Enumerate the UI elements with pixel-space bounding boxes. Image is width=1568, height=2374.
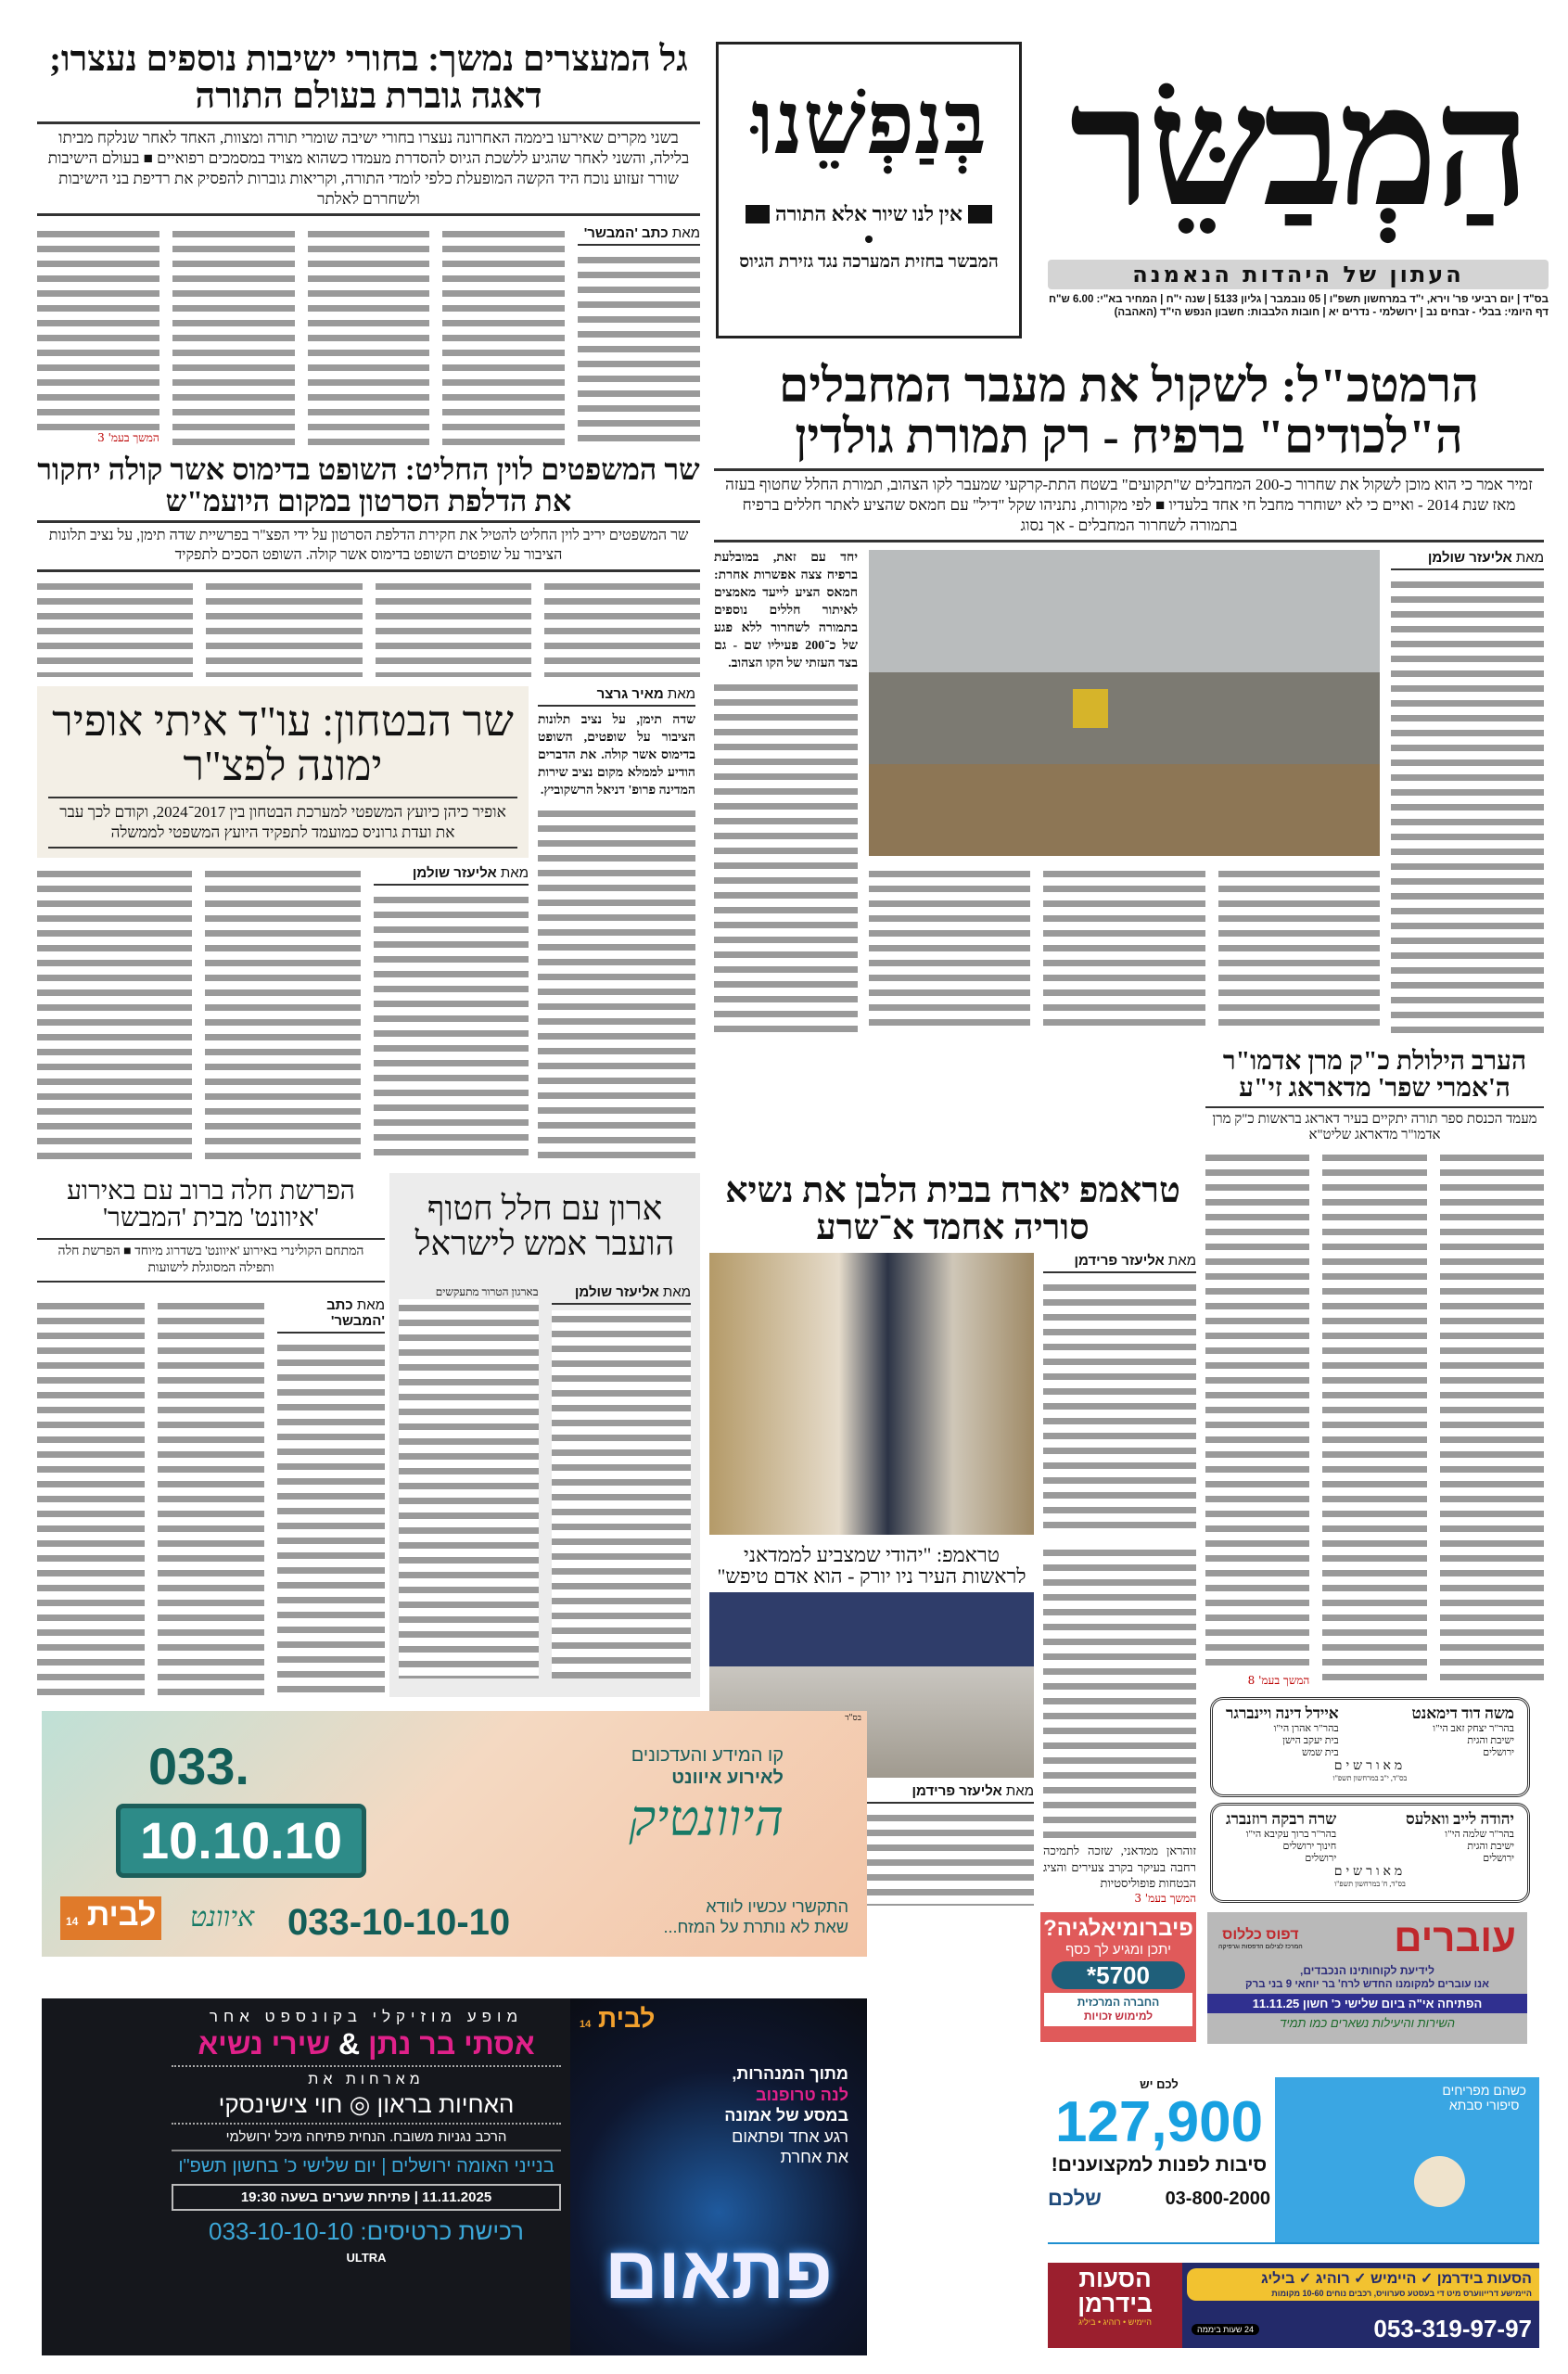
text [1205, 1149, 1309, 1688]
ad-stars [172, 2026, 561, 2061]
text: 24 שעות ביממה [1192, 2324, 1259, 2335]
text: יתכן ומגיע לך כסף [1065, 1942, 1171, 1958]
article-body-text [172, 225, 295, 445]
text [172, 2008, 561, 2266]
text: לנה טרופנוב [756, 2085, 848, 2104]
article-body-text [37, 1297, 145, 1697]
article-body-text [1391, 576, 1544, 1034]
text: 053-319-97-97 [1373, 2315, 1532, 2342]
article-main [714, 362, 1544, 1034]
slogan-text: אין לנו שיור אלא התורה [774, 202, 963, 225]
justice-column [538, 686, 695, 1159]
text [172, 2150, 561, 2151]
text: למימוש זכויות [1083, 2010, 1154, 2023]
headline[interactable]: שר הבטחון: עו"ד איתי אופיר ימונה לפצ"ר [52, 697, 514, 790]
text [1048, 2077, 1270, 2242]
article-snippet: זוהראן ממדאני, שזכה לתמיכה רחבה בעיקר בקרב צעירים והציג הבטחות פופוליסטיות [1043, 1844, 1196, 1891]
banner-box [716, 42, 1022, 338]
text: שלכם [1048, 2187, 1102, 2210]
text: חינוך ירושלים [1282, 1841, 1337, 1852]
text: הסעות בידרמן [1077, 2265, 1153, 2318]
text [1048, 2187, 1270, 2211]
slogan-bar-icon [746, 205, 770, 223]
text [1226, 1704, 1514, 1759]
text [1187, 2268, 1539, 2301]
text: בהר"ר יצחק זאב הי"ו [1433, 1723, 1514, 1734]
ad-phone: 033-10-10-10 [287, 1902, 511, 1943]
ad-line: מופע מוזיקלי בקונספט אחר [209, 2008, 524, 2025]
text [1226, 1810, 1336, 1865]
headline[interactable]: גל המעצרים נמשך: בחורי ישיבות נוספים נעצרו; דאגה גוברת בעולם התורה [49, 40, 688, 116]
text: היימיש • רוהיג • ביליג [1078, 2317, 1152, 2327]
ad-fibromyalgia[interactable] [1040, 1912, 1196, 2042]
text: בס"ד, ח' במרחשון תשפ"ו [1334, 1880, 1406, 1888]
text: ירושלים [1483, 1853, 1514, 1864]
subhead: מעמד הכנסת ספר תורה יתקיים בעיר דאראג בראשות כ"ק מרן אדמו"ר מדאראג שליט"א [1212, 1111, 1537, 1142]
headline[interactable]: ארון עם חלל חטוף הועבר אמש לישראל [414, 1190, 675, 1262]
article-body-text [1043, 865, 1205, 1034]
text: ירושלים [1305, 1853, 1337, 1864]
article-arrests [37, 42, 700, 445]
text: שרה רבקה רוזנברג [1226, 1810, 1337, 1828]
article-body-text [552, 1310, 692, 1678]
text: אליעזר שולמן [1427, 550, 1512, 567]
text: אליעזר פרידמן [911, 1783, 1002, 1800]
text: מאיר גרצר [596, 686, 664, 702]
banner-title: בְּנַפְשֵׁנוּ [751, 73, 987, 172]
text: ישיבת והגית [1467, 1735, 1514, 1746]
article-body-text [399, 1299, 539, 1678]
text [714, 550, 858, 1034]
text: בהר"ר ברוך עקיבא הי"ו [1245, 1829, 1337, 1840]
headline[interactable]: הערב הילולת כ"ק מרן אדמו"ר ה'אמרי שפר' מדאראג זי"ע [1222, 1047, 1527, 1104]
text [869, 550, 1380, 1034]
article-body-text [205, 865, 360, 1159]
text [629, 1744, 784, 1848]
text: לבית [598, 2004, 656, 2033]
clock-display: 10.10.10 [116, 1804, 366, 1878]
text: השירות והיעילות נשארים כמו תמיד [1280, 2016, 1455, 2030]
headline[interactable]: טראמפ: "יהודי שמצביע לממדאני לראשות העיר ניו יורק - הוא אדם טיפש" [717, 1543, 1026, 1589]
text [37, 225, 700, 445]
article-body-text [308, 225, 430, 445]
continued-link[interactable]: המשך בעמ' 3 [1134, 1892, 1196, 1905]
byline [578, 225, 700, 246]
text: מתוך המנהרות, [732, 2064, 848, 2083]
text [374, 865, 529, 886]
subhead: זמיר אמר כי הוא מוכן לשקול את שחרור כ-200 המחבלים ש"תקועים" בשטח התת-קרקעי שמעבר לקו הצהוב, תמורת החלל שחטוף בעזה מאז שנת 2014 - ואיים כי לא ישוחרר מחבל חי אחד בלעדיו ■ לפי מקורות, נתניהו שקל "דיל" עם חמאס שהציע לאתר חללים ברפיח בתמורה לשחרור המחבלים - אך נסוג [714, 468, 1544, 542]
text: דפוס כללוס [1222, 1926, 1299, 1943]
article-body-text [277, 1339, 385, 1697]
text: מאת [1515, 550, 1544, 567]
article-body-text [1043, 1279, 1196, 1535]
text: משה דוד דימאנט [1411, 1704, 1514, 1722]
text [714, 550, 1544, 1034]
text [1391, 550, 1544, 1034]
text: כתב 'המבשר' [583, 225, 669, 242]
article-challah [37, 1178, 385, 1697]
show-title: פתאום [605, 2231, 833, 2314]
ad-line: התקשרי עכשיו לוודא [706, 1897, 848, 1916]
ad-line: מארחות את [308, 2072, 425, 2087]
article-body-text [1043, 1544, 1196, 1839]
text: מאורשים [1333, 1759, 1407, 1773]
text [1218, 1927, 1303, 1950]
article-trump [709, 1173, 1196, 1535]
article-body-text [158, 1297, 265, 1697]
text [1442, 2083, 1526, 2112]
text: מאת [662, 1283, 691, 1300]
text [578, 225, 700, 445]
text: אליעזר פרידמן [1074, 1252, 1165, 1269]
text: היימישע דרייווערס מיט די בעסטע סערוויס, רכבים נוחים 10-60 מקומות [1271, 2289, 1532, 2298]
article-defense [37, 686, 529, 1159]
article-body-text [1322, 1149, 1426, 1688]
text [664, 1896, 848, 1937]
article-body-text [376, 578, 531, 677]
text [1044, 1993, 1192, 2026]
subhead: המתחם הקולינרי באירוע 'איוונט' בשדרוג מיוחד ■ הפרשת חלה ותפילה המסוגלת לישועות [37, 1238, 385, 1283]
text: מאת [671, 225, 700, 242]
dateline: בס"ד | יום רביעי פר' וירא, י"ד במרחשון תשפ"ו | 05 נובמבר | גליון 5133 | שנה י"ח | המחיר בא"י: 6.00 ש"ח [1048, 294, 1549, 305]
text: יום שלישי כ' בחשון תשפ"ו [178, 2156, 376, 2176]
text: ירושלים [1483, 1747, 1514, 1758]
text [1043, 1253, 1196, 1273]
text [1043, 1544, 1196, 1906]
text: בהר"ר שלמה הי"ו [1445, 1829, 1514, 1840]
text: פיברומיאלגיה? [1043, 1916, 1193, 1941]
ad-guests: האחיות בראון ◎ חוי צישינסקי [218, 2090, 515, 2118]
text [1226, 1810, 1514, 1865]
text: 14 [66, 1915, 79, 1928]
text [37, 578, 700, 677]
subhead: בשני מקרים שאירעו ביממה האחרונה נעצרו בחורי ישיבה שומרי תורה ומצוות, האחד לאחר שנלקח מביתו בלילה, והשני לאחר שהגיע ללשכת הגיוס להסדרת מעמדו כשהוא מצויד במסמכים רפואיים ■ בעולם הישיבות שורר זעזוע נוכח היד הקשה המופעלת כלפי לומדי התורה, וקריאות גוברות להפסיק את רדיפת בני הישיבות ולשחררם לאלתר [37, 121, 700, 216]
banner-slogan [719, 202, 1019, 226]
text: שירי נשיא [198, 2027, 331, 2061]
article-body-text [869, 865, 1030, 1034]
engagement-notice [1210, 1697, 1530, 1797]
text: עוברים [1394, 1916, 1516, 1959]
tagline: העתון של היהדות הנאמנה [1048, 260, 1549, 289]
ad-badge [60, 1896, 161, 1940]
dot-icon [865, 236, 873, 243]
text: רגע אחד ופתאום את אחרת [732, 2126, 848, 2166]
article-body-text [578, 251, 700, 445]
headline[interactable]: שר המשפטים לוין החליט: השופט בדימוס אשר קולה יחקור את הדלפת הסרטון במקום היועמ"ש [37, 453, 700, 517]
subhead: שר המשפטים יריב לוין החליט להטיל את חקירת הדלפת הסרטון על ידי הפצ"ר בפרשיית שדה תימן, על נציב תלונות הציבור על שופטים השופט בדימוס אשר קולה. השופט הסכים לתפקיד [37, 520, 700, 572]
ad-movers[interactable] [1207, 1912, 1527, 2044]
text: בהר"ר אהרן הי"ו [1273, 1723, 1339, 1734]
text: מאת [1005, 1783, 1034, 1800]
text: במסע של אמונה [724, 2106, 848, 2125]
text: מאת [667, 686, 695, 702]
text: אנו עוברים למקומנו החדש לרח' בר יוחאי 9 בני ברק [1245, 1979, 1489, 1990]
text: לכם יש [1140, 2077, 1179, 2091]
text: אסתי בר נתן [368, 2027, 535, 2061]
article-coffin [389, 1173, 700, 1697]
text: מאת [356, 1297, 385, 1314]
banner-caption: המבשר בחזית המערכה נגד גזירת הגיוס [739, 252, 999, 272]
photo-rafah-building [869, 550, 1380, 856]
ad-corner-text: בס"ד [845, 1714, 861, 1723]
text: 03-800-2000 [1165, 2188, 1270, 2209]
ad-tickets: רכישת כרטיסים: 033-10-10-10 [209, 2217, 524, 2245]
text [709, 2063, 848, 2168]
article-body-text [37, 865, 192, 1159]
article-body-text [544, 578, 700, 677]
ad-logo: איוונט [190, 1901, 255, 1934]
text: *5700 [1052, 1961, 1185, 1989]
article-body-text [442, 225, 565, 445]
continued-link[interactable]: המשך בעמ' 3 [97, 431, 159, 444]
headline[interactable]: טראמפ יארח בבית הלבן את נשיא סוריה אחמד א־שרע [725, 1171, 1180, 1247]
ad-time: 11.11.2025 | פתיחת שערים בשעה 19:30 [172, 2184, 561, 2211]
text [37, 865, 529, 1159]
headline[interactable]: הרמטכ"ל: לשקול את מעבר המחבלים ה"לכודים" ברפיח - רק תמורת גולדין [778, 360, 1480, 464]
text [172, 2123, 561, 2125]
text [1048, 2263, 1182, 2348]
ad-bidderman[interactable] [1048, 2263, 1539, 2348]
text [1205, 1106, 1544, 1108]
text [277, 1297, 385, 1334]
ad-concert[interactable] [42, 1998, 867, 2355]
article-body-text [206, 578, 362, 677]
text: המרכז לצילום הדפסות וגרפיקה [1218, 1943, 1303, 1950]
text: מאורשים [1333, 1865, 1407, 1879]
text: בס"ד, י"ב במרחשון תשפ"ו [1332, 1774, 1408, 1782]
text: כתב 'המבשר' [326, 1297, 385, 1330]
text [1205, 1149, 1544, 1688]
text: יהודה לייב וואלעס [1406, 1810, 1514, 1828]
continued-link[interactable]: המשך בעמ' 8 [1247, 1674, 1310, 1687]
text [37, 686, 529, 858]
text [1411, 1704, 1514, 1759]
article-snippet: יחד עם זאת, במובלעת ברפיח צצה אפשרות אחרת: חמאס הציע לייעד מאמצים לאיתור חללים נוספים בתמורה לשחרור ללא פגע של כ־200 פעיליו שם - גם בצד העזתי של הקו הצהוב. [714, 551, 858, 670]
article-body-text [374, 891, 529, 1159]
text [374, 865, 529, 1159]
yarn-ball [1414, 2156, 1465, 2207]
text [869, 865, 1380, 1034]
text: איידל דינה ויינברגר [1226, 1704, 1339, 1722]
slogan-bar-icon [968, 205, 992, 223]
photo-knitting [1275, 2077, 1539, 2242]
text [172, 2065, 561, 2067]
text: אליעזר שולמן [412, 864, 497, 881]
text [1043, 1253, 1196, 1535]
text: בנייני האומה ירושלים [390, 2156, 555, 2176]
text: החברה המרכזית [1077, 1996, 1160, 2009]
article-body-text [1218, 865, 1380, 1034]
text [1207, 1912, 1527, 1964]
text: מאת [500, 864, 529, 881]
text [399, 1284, 539, 1678]
text [552, 1284, 692, 1678]
text: סיפורי סבתא [1448, 2098, 1520, 2112]
article-body-text [37, 578, 193, 677]
yellow-sign [1073, 689, 1108, 728]
ad-event-line[interactable] [42, 1711, 867, 1957]
text: כשהם מפריחים [1442, 2083, 1526, 2098]
ad-line: הרכב נגניות משובח. הנחית פתיחה מיכל ירושלמי [225, 2129, 507, 2145]
text: אליעזר שולמן [574, 1283, 659, 1300]
ad-shalcham[interactable] [1048, 2077, 1539, 2244]
text [538, 686, 695, 707]
ad-line: קו המידע והעדכונים [631, 1745, 784, 1766]
ad-venue: בנייני האומה ירושלים | יום שלישי כ' בחשון תשפ"ו [178, 2156, 555, 2176]
article-justice [37, 454, 700, 677]
byline [1391, 550, 1544, 570]
text: סיבות לפנות למקצוענים! [1051, 2154, 1268, 2176]
text [399, 1284, 691, 1678]
text [552, 1284, 692, 1305]
text: בית יעקב הישן [1282, 1735, 1339, 1746]
text: 127,900 [1054, 2090, 1264, 2154]
text: & [338, 2027, 361, 2061]
text: ישיבת והגית [1467, 1841, 1514, 1852]
article-body-text [538, 805, 695, 1159]
engagement-notice [1210, 1803, 1530, 1903]
article-body-text [714, 679, 858, 1034]
text: בית שמש [1301, 1747, 1339, 1758]
masthead [1048, 37, 1549, 348]
ad-sponsor: ULTRA [346, 2251, 387, 2265]
article-body-text [37, 225, 159, 431]
show-panel [570, 1998, 867, 2355]
text [1406, 1810, 1514, 1865]
headline[interactable]: הפרשת חלה ברוב עם באירוע 'איוונט' מבית 'המבשר' [67, 1177, 355, 1233]
clock-top: 033. [148, 1737, 249, 1795]
text: הפתיחה אי"ה ביום שלישי כ' חשון 11.11.25 [1207, 1994, 1527, 2013]
ad-badge [580, 2004, 655, 2034]
article-snippet: שדה תימן, על נציב תלונות הציבור על שופטים, השופט בדימוס אשר קולה. את הדברים הודיע לממלא מקום נציב שירות המדינה פרופ' דניאל הרשקוביץ. [538, 713, 695, 798]
daf-yomi: דף היומי: בבלי - זבחים נב | ירושלמי - נדרים יא | חובות הלבבות: חשבון הנפש הי"ד (האהבה) [1114, 307, 1549, 318]
text: לבית [86, 1897, 157, 1933]
ad-brand: היוונטיק [629, 1789, 784, 1847]
newspaper-logo: הַמְבַשֵּׂר [1069, 56, 1527, 240]
article-hillula [1205, 1048, 1544, 1688]
text: מאת [1167, 1252, 1196, 1269]
text [37, 1297, 385, 1697]
text: חוי צישינסקי [218, 2090, 343, 2118]
ad-line: לאירוע איוונט [671, 1768, 784, 1788]
article-body-text [1440, 1149, 1544, 1688]
article-body-text [1205, 1149, 1309, 1674]
text [37, 225, 159, 445]
text [1226, 1704, 1339, 1759]
text [709, 1253, 1196, 1535]
subhead: אופיר כיהן כיועץ המשפטי למערכת הבטחון בין 2017־2024, וקודם לכך עבר את ועדת גרוניס כמועמד לתפקיד היועץ המשפטי לממשלה [48, 797, 517, 849]
notices [1210, 1697, 1530, 1903]
photo-trump-white-house [709, 1253, 1034, 1535]
text [277, 1297, 385, 1697]
text: בארגון הטרור מתעקשים [435, 1284, 539, 1298]
text: הסעות בידרמן ✓ היימיש ✓ רוהיג ✓ ביליג [1261, 2271, 1532, 2287]
text: לידיעת לקוחותינו הנכבדים, [1300, 1964, 1434, 1977]
text: 14 [580, 2019, 592, 2030]
text: האחיות בראון [376, 2090, 515, 2118]
ad-line: שאת לא נותרת על המזח... [663, 1918, 848, 1936]
